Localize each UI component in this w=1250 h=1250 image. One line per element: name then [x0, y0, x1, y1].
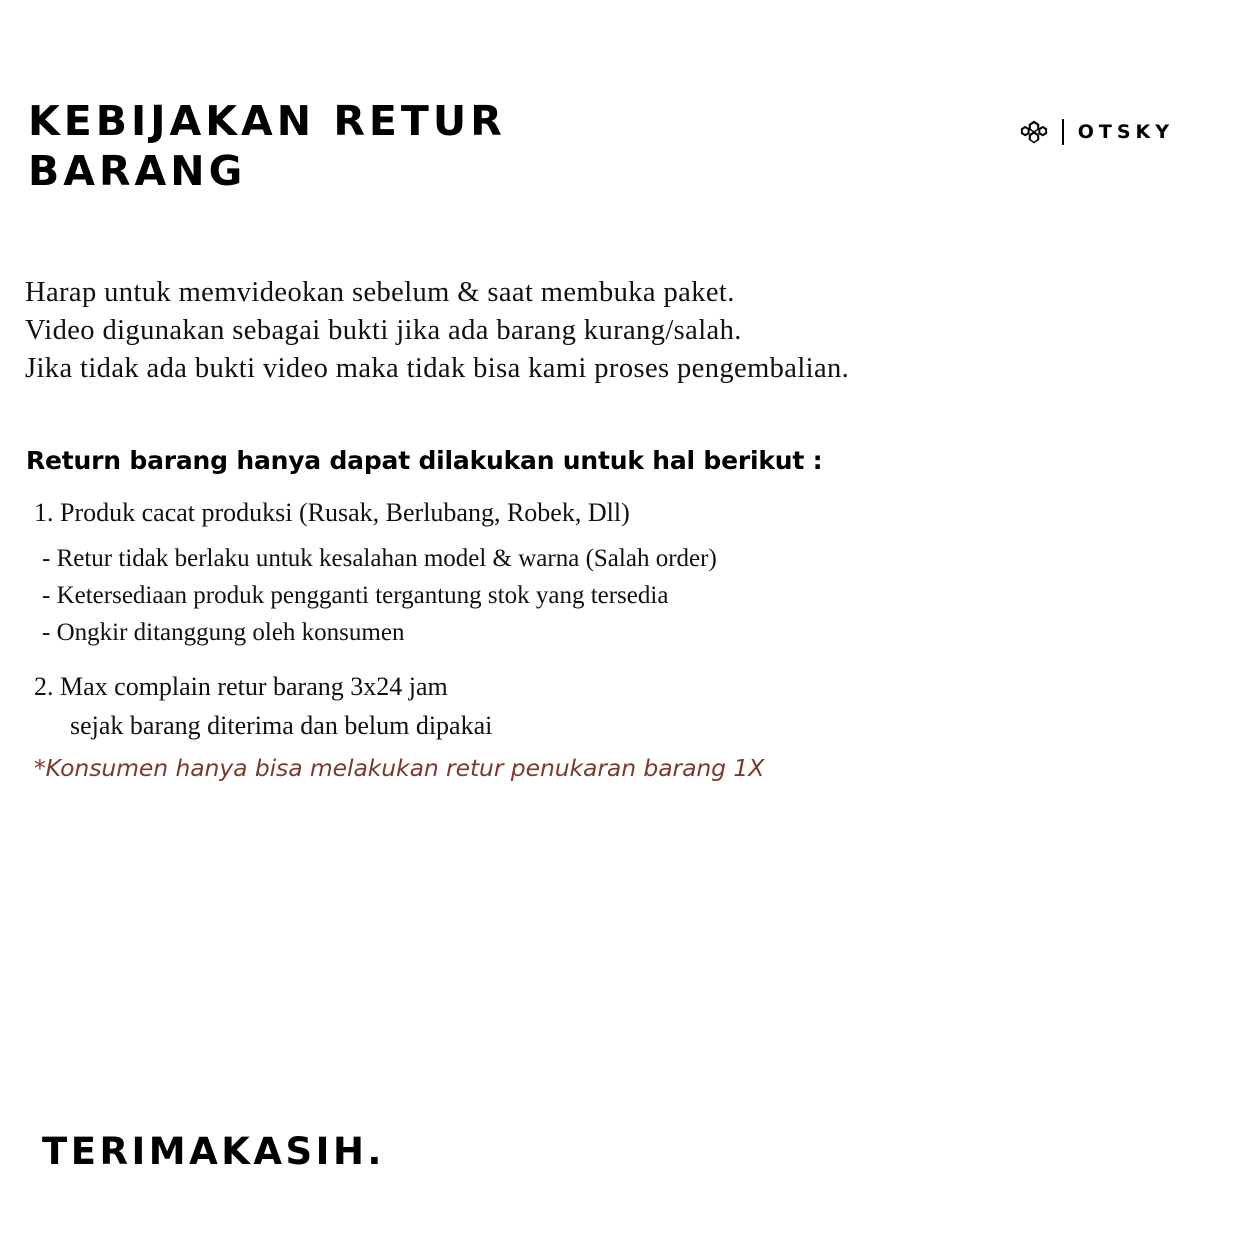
condition-subitem-1: - Retur tidak berlaku untuk kesalahan model & warna (Salah order)	[42, 545, 717, 573]
brand-name: OTSKY	[1077, 121, 1174, 143]
brand-divider	[1062, 119, 1064, 145]
hexagon-mesh-logo-icon	[1020, 118, 1048, 146]
condition-subitems	[26, 542, 1230, 650]
intro-line-1: Harap untuk memvideokan sebelum & saat membuka paket.	[25, 277, 735, 308]
condition-item-1: 1. Produk cacat produksi (Rusak, Berlubang, Robek, Dll)	[34, 497, 630, 527]
document-header	[28, 96, 1190, 196]
intro-line-2: Video digunakan sebagai bukti jika ada barang kurang/salah.	[25, 314, 742, 346]
conditions-heading: Return barang hanya dapat dilakukan untuk hal berikut :	[26, 446, 823, 475]
intro-line-3: Jika tidak ada bukti video maka tidak bisa kami proses pengembalian.	[25, 352, 850, 384]
return-note: *Konsumen hanya bisa melakukan retur penukaran barang 1X	[34, 754, 765, 782]
conditions-section	[26, 445, 1230, 744]
thank-you-footer: TERIMAKASIH.	[42, 1130, 385, 1173]
intro-paragraph	[25, 274, 1230, 388]
condition-subitem-3: - Ongkir ditanggung oleh konsumen	[42, 619, 405, 647]
page-title: KEBIJAKAN RETUR BARANG	[28, 97, 506, 196]
condition-item-2-continued: sejak barang diterima dan belum dipakai	[70, 711, 493, 741]
condition-item-2: 2. Max complain retur barang 3x24 jam	[34, 672, 448, 702]
condition-subitem-2: - Ketersediaan produk pengganti tergantung stok yang tersedia	[42, 582, 669, 610]
brand-lockup	[1020, 118, 1174, 146]
